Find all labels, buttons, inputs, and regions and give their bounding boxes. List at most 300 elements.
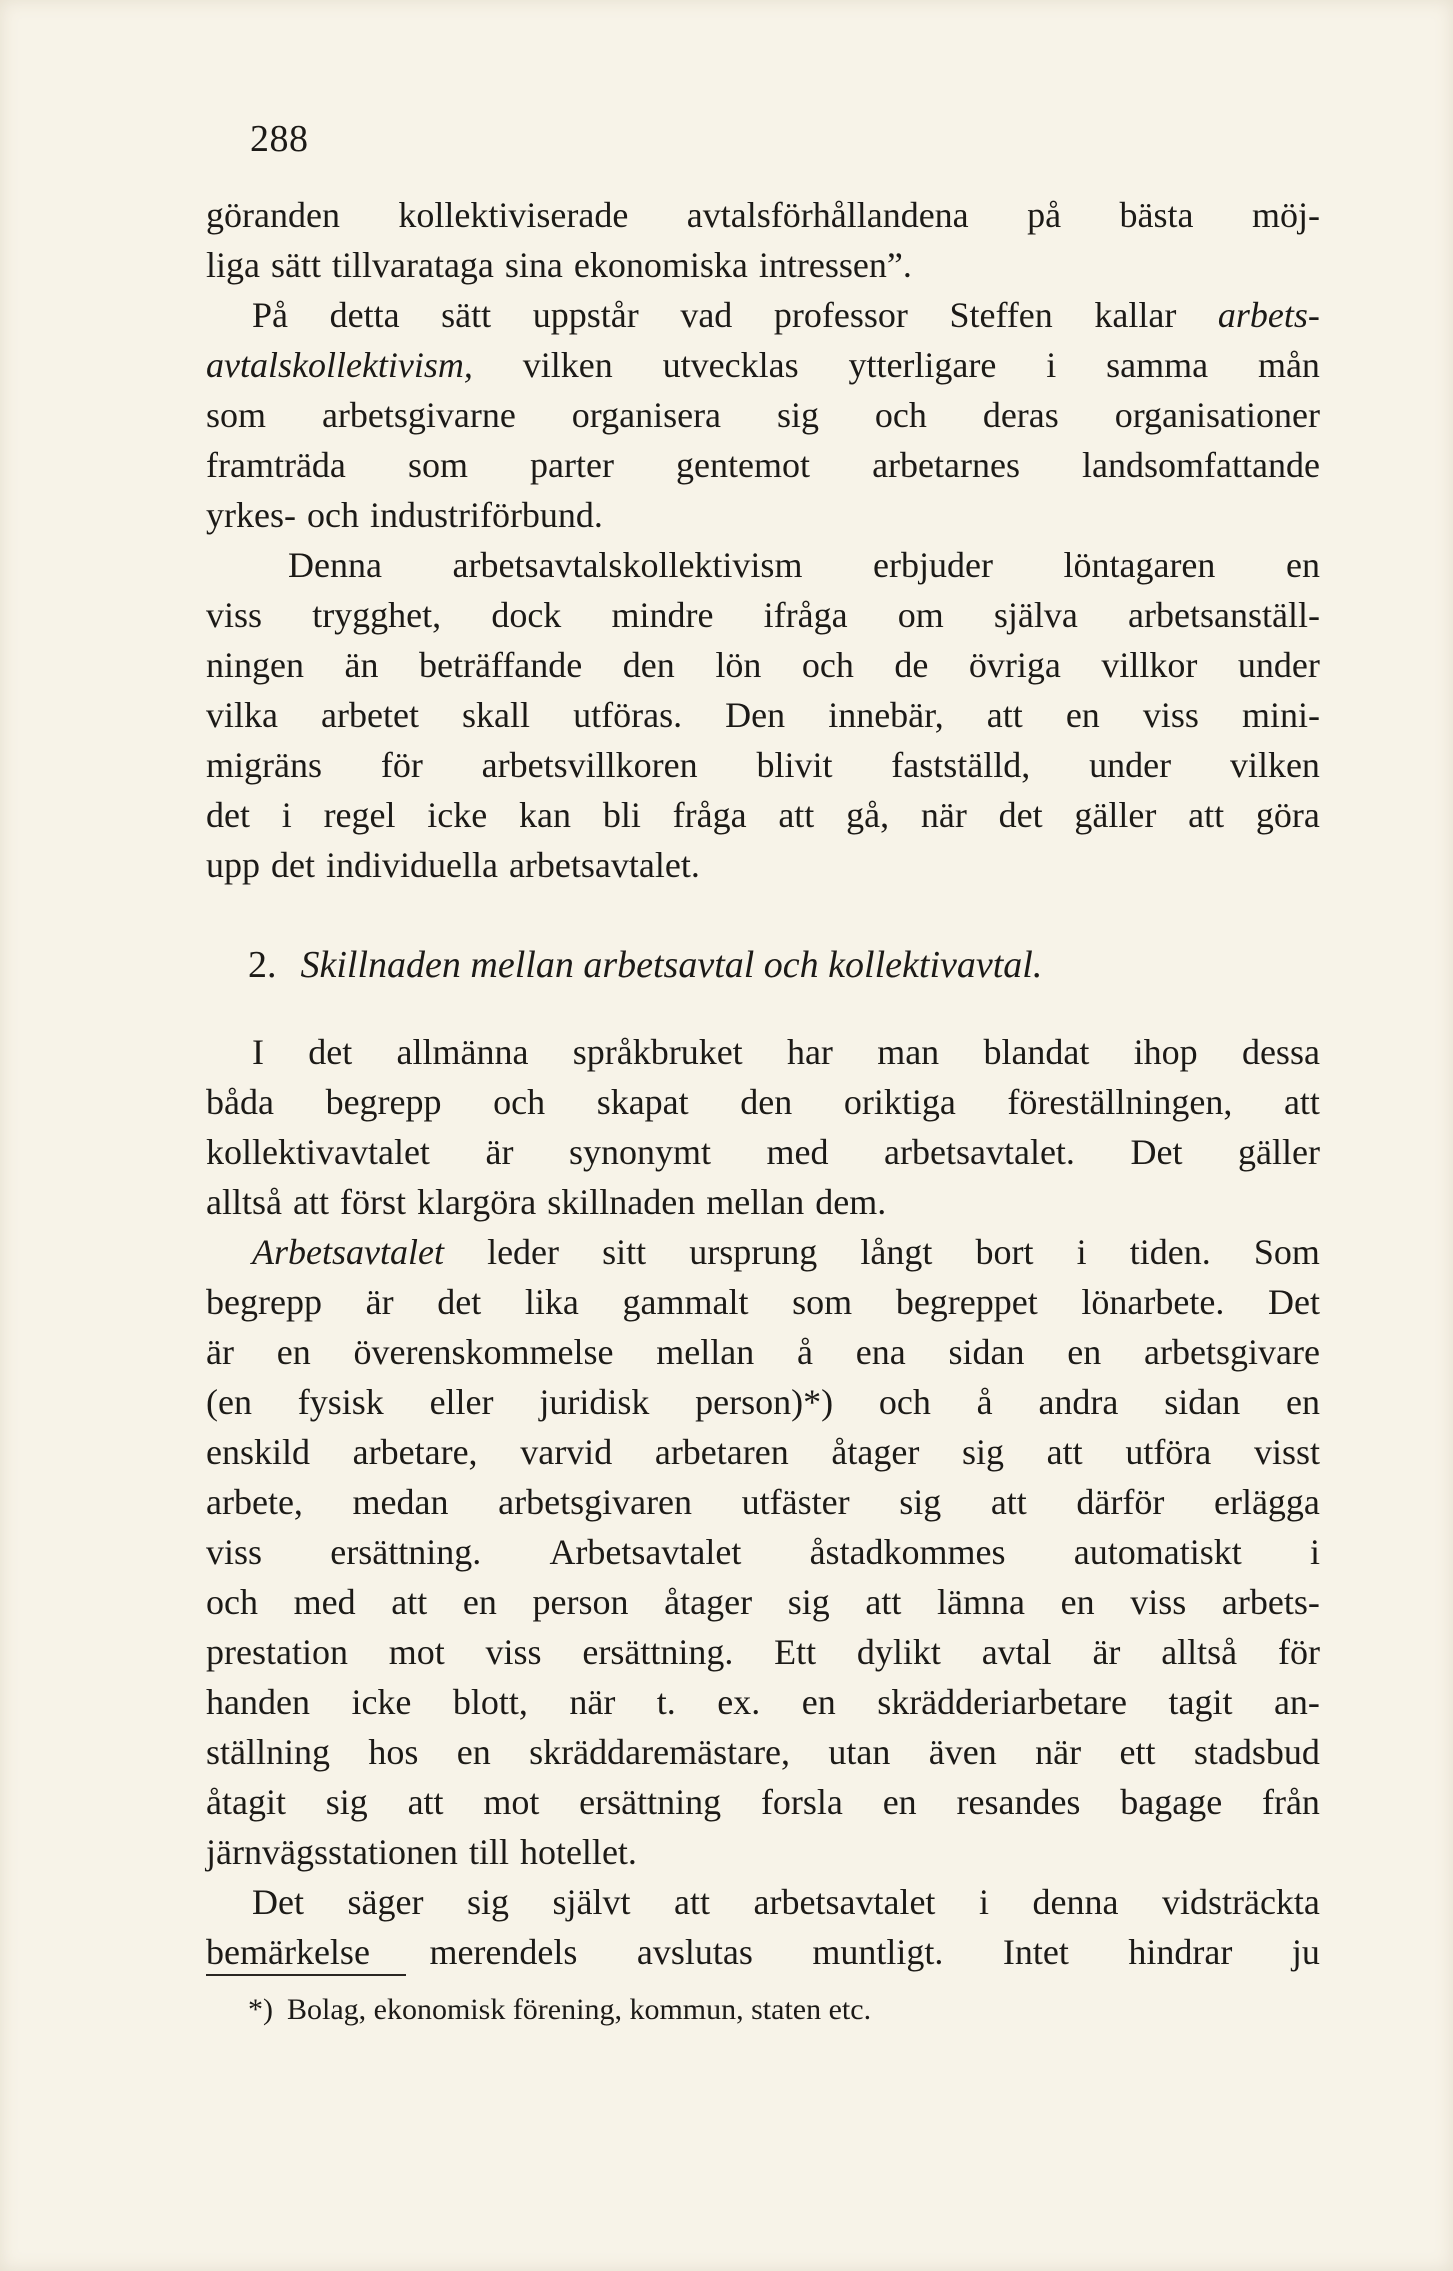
text-word: avtalsförhållandena [686, 195, 969, 235]
text-word: Det [1130, 1132, 1183, 1172]
text-word: som [407, 445, 468, 485]
text-word: blandat [983, 1032, 1090, 1072]
text-word: och [801, 645, 854, 685]
text-word: upp [206, 845, 260, 885]
text-word: sina [504, 245, 563, 285]
text-word: intressen”. [758, 245, 912, 285]
text-word: å [796, 1332, 813, 1372]
text-line [206, 1527, 1320, 1577]
text-line [206, 190, 1320, 240]
text-word: arbets- [1221, 1582, 1320, 1622]
text-word: den [740, 1082, 793, 1122]
text-word: åstadkommes [809, 1532, 1006, 1572]
text-word: till [468, 1832, 509, 1872]
text-word: en [1285, 545, 1320, 585]
text-word: arbetsgivare [1144, 1332, 1320, 1372]
text-word: det [437, 1282, 482, 1322]
text-line [206, 1727, 1320, 1777]
text-word: hindrar [1128, 1932, 1233, 1972]
text-word: i [1309, 1532, 1320, 1572]
text-line [206, 1327, 1320, 1377]
text-word: övriga [968, 645, 1061, 685]
footnote-divider [206, 1974, 406, 1976]
text-word: vidsträckta [1161, 1882, 1320, 1922]
text-word: har [786, 1032, 833, 1072]
text-word: Steffen [949, 295, 1053, 335]
text-word: i [1046, 345, 1057, 385]
text-word: blott, [452, 1682, 528, 1722]
text-word: Arbetsavtalet [549, 1532, 742, 1572]
text-word: yrkes- [206, 495, 296, 535]
text-word: fråga [672, 795, 747, 835]
text-word: sätt [441, 295, 492, 335]
text-word: sig [466, 1882, 509, 1922]
text-word: arbetsavtalet. [884, 1132, 1075, 1172]
text-word: På [252, 295, 288, 335]
text-word: språkbruket [572, 1032, 743, 1072]
text-word: denna [1032, 1882, 1119, 1922]
text-line [206, 1377, 1320, 1427]
text-word: från [1261, 1782, 1320, 1822]
text-word: kollektiviserade [398, 195, 629, 235]
text-word: handen [206, 1682, 310, 1722]
text-word: sidan [948, 1332, 1025, 1372]
text-word: är [365, 1282, 394, 1322]
text-word: hos [368, 1732, 419, 1772]
text-word: som [792, 1282, 853, 1322]
text-word: person [532, 1582, 629, 1622]
text-word: ex. [717, 1682, 761, 1722]
text-word: ihop [1133, 1032, 1198, 1072]
text-word: arbetsavtalet [753, 1882, 936, 1922]
section-title: Skillnaden mellan arbetsavtal och kollektivavtal. [300, 944, 1043, 986]
text-word: en [801, 1682, 836, 1722]
text-word: vilka [206, 695, 278, 735]
text-word: lön [715, 645, 762, 685]
text-word: mindre [611, 595, 714, 635]
text-word: skräddaremästare, [529, 1732, 791, 1772]
footnote-text: Bolag, ekonomisk förening, kommun, staten etc. [287, 1993, 872, 2026]
text-word: arbetarnes [872, 445, 1020, 485]
text-word: avslutas [636, 1932, 753, 1972]
text-word: en [882, 1782, 917, 1822]
text-word: dylikt [856, 1632, 941, 1672]
text-word: ningen [206, 645, 304, 685]
text-word: eller [429, 1382, 494, 1422]
text-word: ytterligare [848, 345, 997, 385]
text-word: att [778, 795, 815, 835]
text-word: person)*) [695, 1382, 834, 1422]
text-word: på [1027, 195, 1062, 235]
text-word: det [271, 845, 315, 885]
text-word: arbetsanställ- [1128, 595, 1320, 635]
text-word: Intet [1002, 1932, 1069, 1972]
text-word: för [380, 745, 423, 785]
text-line [206, 1077, 1320, 1127]
text-line [206, 1427, 1320, 1477]
text-word: automatiskt [1073, 1532, 1242, 1572]
text-word: åtager [664, 1582, 753, 1622]
text-word: mot [483, 1782, 540, 1822]
text-word: mellan [656, 1332, 755, 1372]
text-word: varvid [520, 1432, 613, 1472]
text-word: själva [993, 595, 1078, 635]
text-word: medan [352, 1482, 449, 1522]
text-word: arbetet [321, 695, 419, 735]
text-word: oriktiga [843, 1082, 956, 1122]
body-text-top [206, 190, 1320, 890]
text-word: muntligt. [812, 1932, 944, 1972]
text-word: juridisk [539, 1382, 650, 1422]
text-word: alltså [206, 1182, 282, 1222]
text-word: även [928, 1732, 997, 1772]
text-word: att [1188, 795, 1225, 835]
text-word: innebär, [828, 695, 944, 735]
text-word: först [339, 1182, 406, 1222]
text-word: uppstår [532, 295, 639, 335]
text-word: vilken [522, 345, 613, 385]
text-word: kan [519, 795, 572, 835]
text-word: säger [347, 1882, 424, 1922]
text-word: järnvägsstationen [206, 1832, 458, 1872]
body-text-bottom [206, 1027, 1320, 1977]
text-word: avtal [981, 1632, 1052, 1672]
text-line [206, 1127, 1320, 1177]
text-word: kollektivavtalet [206, 1132, 430, 1172]
text-word: arbetsvillkoren [481, 745, 698, 785]
text-word: ursprung [689, 1232, 818, 1272]
text-word: att [986, 695, 1023, 735]
text-line [206, 390, 1320, 440]
text-word: gäller [1237, 1132, 1320, 1172]
text-word: trygghet, [312, 595, 442, 635]
text-word: att [990, 1482, 1027, 1522]
text-word: viss [206, 595, 263, 635]
text-word: tagit [1168, 1682, 1233, 1722]
text-word: sätt [270, 245, 321, 285]
text-word: en [1060, 1582, 1095, 1622]
text-word: med [766, 1132, 829, 1172]
text-word: framträda [206, 445, 346, 485]
text-word: bort [975, 1232, 1034, 1272]
text-word: villkor [1101, 645, 1198, 685]
text-word: och [878, 1382, 931, 1422]
text-word: mot [388, 1632, 445, 1672]
text-line [206, 1777, 1320, 1827]
text-word: begreppet [895, 1282, 1038, 1322]
text-word: i [281, 795, 292, 835]
text-line [206, 1927, 1320, 1977]
text-word: detta [329, 295, 400, 335]
text-word: ifråga [763, 595, 848, 635]
text-line [206, 490, 1320, 540]
text-word: att [674, 1882, 711, 1922]
text-word: det [998, 795, 1043, 835]
text-word: ersättning. [330, 1532, 482, 1572]
text-word: lika [524, 1282, 579, 1322]
text-word: ett [1119, 1732, 1156, 1772]
text-word: arbets- [1217, 295, 1320, 335]
text-word: och [493, 1082, 546, 1122]
text-word: ställning [206, 1732, 330, 1772]
text-word: alltså [1161, 1632, 1238, 1672]
text-line [206, 1177, 1320, 1227]
text-word: I [252, 1032, 264, 1072]
text-word: skrädderiarbetare [877, 1682, 1128, 1722]
text-word: och [306, 495, 359, 535]
text-word: därför [1076, 1482, 1165, 1522]
text-word: migräns [206, 745, 322, 785]
text-word: långt [860, 1232, 933, 1272]
text-word: avtalskollektivism, [206, 345, 473, 385]
text-word: sig [899, 1482, 942, 1522]
text-word: bagage [1120, 1782, 1223, 1822]
text-word: å [976, 1382, 993, 1422]
text-line [206, 540, 1320, 590]
text-word: skillnaden [547, 1182, 696, 1222]
text-word: åtager [831, 1432, 920, 1472]
text-word: överenskommelse [353, 1332, 614, 1372]
text-word: sig [776, 395, 819, 435]
text-word: de [894, 645, 929, 685]
text-word: Det [1268, 1282, 1320, 1322]
text-word: organisera [571, 395, 722, 435]
text-word: prestation [206, 1632, 348, 1672]
text-word: när [569, 1682, 616, 1722]
text-word: Som [1253, 1232, 1320, 1272]
text-word: viss [1142, 695, 1199, 735]
text-line [206, 1827, 1320, 1877]
text-word: mini- [1241, 695, 1320, 735]
text-word: löntagaren [1063, 545, 1216, 585]
text-word: arbetsgivaren [498, 1482, 693, 1522]
text-line [206, 340, 1320, 390]
text-word: organisationer [1114, 395, 1320, 435]
text-word: Arbetsavtalet [252, 1232, 444, 1272]
text-line [206, 1877, 1320, 1927]
text-word: under [1089, 745, 1172, 785]
text-word: (en [206, 1382, 252, 1422]
section-heading [248, 940, 1042, 990]
text-word: leder [487, 1232, 560, 1272]
text-line [206, 640, 1320, 690]
text-word: arbete, [206, 1482, 303, 1522]
text-word: dock [491, 595, 562, 635]
text-word: den [622, 645, 675, 685]
text-word: åtagit [206, 1782, 286, 1822]
text-word: gentemot [676, 445, 811, 485]
text-word: liga [206, 245, 260, 285]
text-word: mellan [706, 1182, 805, 1222]
text-line [206, 1027, 1320, 1077]
text-word: dem. [815, 1182, 887, 1222]
text-word: ersättning. [582, 1632, 734, 1672]
text-word: arbetsavtalskollektivism [452, 545, 803, 585]
text-word: utfäster [741, 1482, 850, 1522]
text-word: en [462, 1582, 497, 1622]
text-word: det [308, 1032, 353, 1072]
text-line [206, 440, 1320, 490]
text-word: Ett [774, 1632, 817, 1672]
text-word: och [206, 1582, 258, 1622]
text-word: blivit [756, 745, 833, 785]
text-word: arbetsavtalet. [508, 845, 700, 885]
text-word: fastställd, [891, 745, 1031, 785]
text-line [206, 240, 1320, 290]
text-word: att [292, 1182, 329, 1222]
text-line [206, 1577, 1320, 1627]
text-word: bemärkelse [206, 1932, 370, 1972]
text-line [206, 840, 1320, 890]
text-word: beträffande [419, 645, 583, 685]
text-word: föreställningen, [1007, 1082, 1233, 1122]
text-word: regel [323, 795, 396, 835]
text-word: Den [725, 695, 786, 735]
text-line [206, 290, 1320, 340]
text-line [206, 790, 1320, 840]
text-word: parter [530, 445, 614, 485]
text-line [206, 590, 1320, 640]
text-word: sig [787, 1582, 830, 1622]
text-word: tillvaratagа [331, 245, 494, 285]
text-word: att [1283, 1082, 1320, 1122]
text-word: allmänna [396, 1032, 529, 1072]
text-word: begrepp [206, 1282, 322, 1322]
text-word: erbjuder [873, 545, 993, 585]
text-word: gäller [1074, 795, 1157, 835]
text-word: samma [1106, 345, 1209, 385]
text-word: än [344, 645, 379, 685]
text-word: utvecklas [662, 345, 799, 385]
text-word: hotellet. [519, 1832, 637, 1872]
text-word: man [877, 1032, 940, 1072]
text-word: sig [962, 1432, 1005, 1472]
text-word: när [920, 795, 967, 835]
text-word: med [293, 1582, 356, 1622]
text-word: individuella [325, 845, 498, 885]
text-word: t. [656, 1682, 676, 1722]
text-word: gå, [846, 795, 890, 835]
text-word: skall [462, 695, 531, 735]
text-word: Det [252, 1882, 304, 1922]
text-word: begrepp [325, 1082, 442, 1122]
text-line [206, 740, 1320, 790]
text-word: att [391, 1582, 428, 1622]
text-word: industriförbund. [369, 495, 603, 535]
text-word: en [456, 1732, 491, 1772]
text-word: icke [427, 795, 488, 835]
text-word: arbetare, [352, 1432, 478, 1472]
text-word: en [276, 1332, 311, 1372]
text-word: under [1237, 645, 1320, 685]
text-word: sig [325, 1782, 368, 1822]
text-word: dessa [1241, 1032, 1320, 1072]
text-word: mån [1257, 345, 1320, 385]
text-word: båda [206, 1082, 274, 1122]
text-word: en [1065, 695, 1100, 735]
text-word: viss [1130, 1582, 1187, 1622]
text-word: i [978, 1882, 989, 1922]
text-word: att [407, 1782, 444, 1822]
text-word: erlägga [1213, 1482, 1320, 1522]
text-word: enskild [206, 1432, 310, 1472]
footnote [248, 1990, 871, 2030]
text-word: resandes [956, 1782, 1081, 1822]
text-word: vilken [1229, 745, 1320, 785]
text-word: klargöra [416, 1182, 537, 1222]
text-word: bli [602, 795, 641, 835]
text-word: att [865, 1582, 902, 1622]
text-word: deras [982, 395, 1059, 435]
text-word: tiden. [1129, 1232, 1211, 1272]
text-word: en [1286, 1382, 1320, 1422]
text-word: vad [680, 295, 733, 335]
text-line [206, 1477, 1320, 1527]
text-word: och [874, 395, 927, 435]
text-word: i [1076, 1232, 1087, 1272]
text-word: gammalt [622, 1282, 749, 1322]
text-word: lämna [936, 1582, 1025, 1622]
text-word: ekonomiska [573, 245, 748, 285]
text-word: ena [855, 1332, 906, 1372]
text-word: kallar [1094, 295, 1177, 335]
text-word: forsla [760, 1782, 843, 1822]
text-word: landsomfattande [1082, 445, 1320, 485]
text-word: det [206, 795, 250, 835]
text-word: an- [1273, 1682, 1320, 1722]
section-number: 2. [248, 944, 277, 986]
text-word: göranden [206, 195, 340, 235]
text-word: självt [552, 1882, 631, 1922]
page-number: 288 [250, 118, 309, 160]
text-word: bästa [1119, 195, 1194, 235]
text-word: utföra [1125, 1432, 1212, 1472]
text-word: arbetaren [654, 1432, 789, 1472]
text-word: som [206, 395, 267, 435]
text-word: är [206, 1332, 234, 1372]
text-word: göra [1255, 795, 1320, 835]
text-word: ju [1291, 1932, 1320, 1972]
text-word: sitt [602, 1232, 647, 1272]
text-line [206, 1677, 1320, 1727]
text-word: är [485, 1132, 514, 1172]
text-word: viss [485, 1632, 542, 1672]
footnote-marker: *) [248, 1993, 273, 2026]
text-word: sidan [1164, 1382, 1241, 1422]
text-word: en [1067, 1332, 1102, 1372]
text-line [206, 1277, 1320, 1327]
text-word: när [1035, 1732, 1082, 1772]
text-word: fysisk [297, 1382, 384, 1422]
text-word: viss [206, 1532, 263, 1572]
text-word: utan [828, 1732, 891, 1772]
text-word: skapat [596, 1082, 689, 1122]
text-word: andra [1038, 1382, 1119, 1422]
text-word: Denna [288, 545, 382, 585]
text-word: lönarbete. [1081, 1282, 1225, 1322]
text-word: professor [773, 295, 908, 335]
text-word: merendels [429, 1932, 578, 1972]
text-line [206, 1627, 1320, 1677]
text-word: ersättning [579, 1782, 722, 1822]
text-word: för [1277, 1632, 1320, 1672]
text-word: möj- [1251, 195, 1320, 235]
text-word: synonymt [568, 1132, 711, 1172]
text-word: är [1092, 1632, 1121, 1672]
text-word: icke [351, 1682, 412, 1722]
text-word: att [1046, 1432, 1083, 1472]
text-word: arbetsgivarne [321, 395, 516, 435]
